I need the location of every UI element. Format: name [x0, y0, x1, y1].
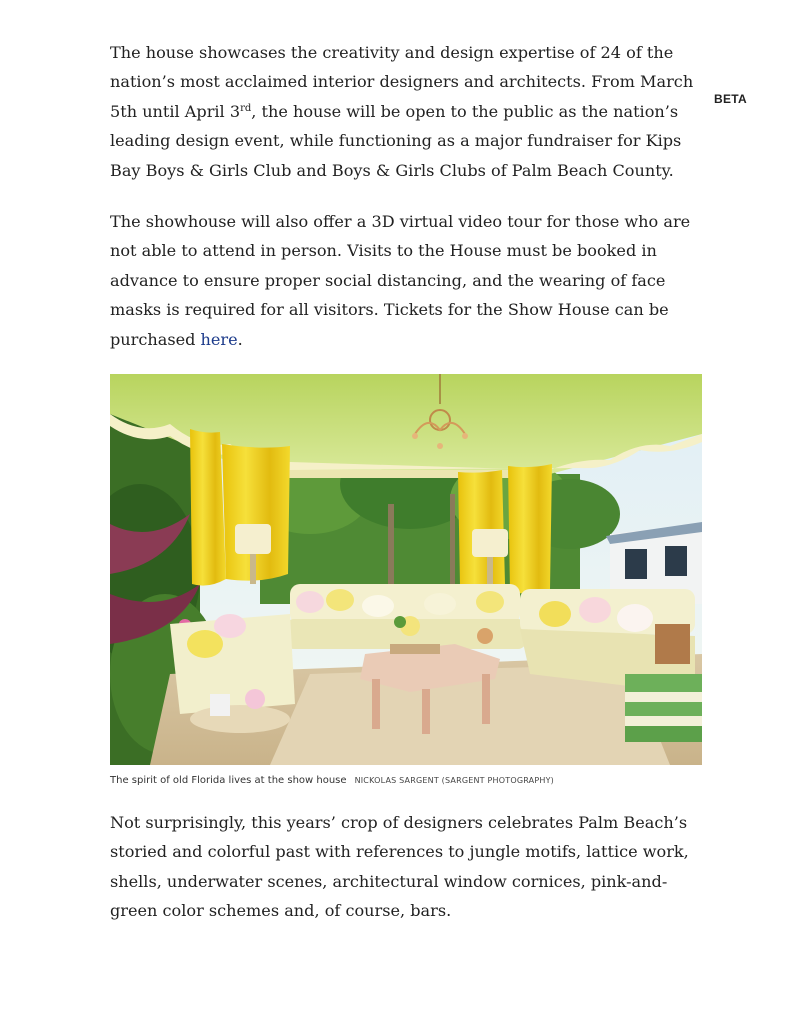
paragraph-2	[110, 207, 702, 354]
paragraph-1	[110, 38, 702, 185]
tickets-link[interactable]: here	[200, 329, 238, 349]
paragraph-2-text: The showhouse will also offer a 3D virtual video tour for those who are not able to attend in person. Visits to the House must be booked in advance to ensure proper social distancing, and the wearing of face masks is required for all visitors. Tickets for the Show House can be purchased	[110, 212, 691, 349]
beta-badge: BETA	[714, 92, 747, 106]
article-body	[110, 38, 702, 926]
ordinal-suffix: rd	[240, 102, 252, 114]
paragraph-1-text: The house showcases the creativity and design expertise of 24 of the nation’s most acclaimed interior designers and architects. From March 5th until April 3	[110, 43, 694, 121]
photo-caption	[110, 775, 702, 786]
photo-figure	[110, 374, 702, 786]
paragraph-2-period: .	[237, 329, 243, 349]
caption-text: The spirit of old Florida lives at the show house	[110, 775, 347, 787]
paragraph-1-text-end: , the house will be open to the public as the nation’s leading design event, while functioning as a major fundraiser for Kips Bay Boys & Girls Club and Boys & Girls Clubs of Palm Beach County.	[110, 101, 682, 180]
paragraph-3: Not surprisingly, this years’ crop of designers celebrates Palm Beach’s storied and colorful past with references to jungle motifs, lattice work, shells, underwater scenes, architectural window cornices, pink-and-green color schemes and, of course, bars.	[110, 813, 689, 921]
showhouse-photo	[110, 374, 702, 765]
photo-credit: NICKOLAS SARGENT (SARGENT PHOTOGRAPHY)	[354, 776, 554, 786]
